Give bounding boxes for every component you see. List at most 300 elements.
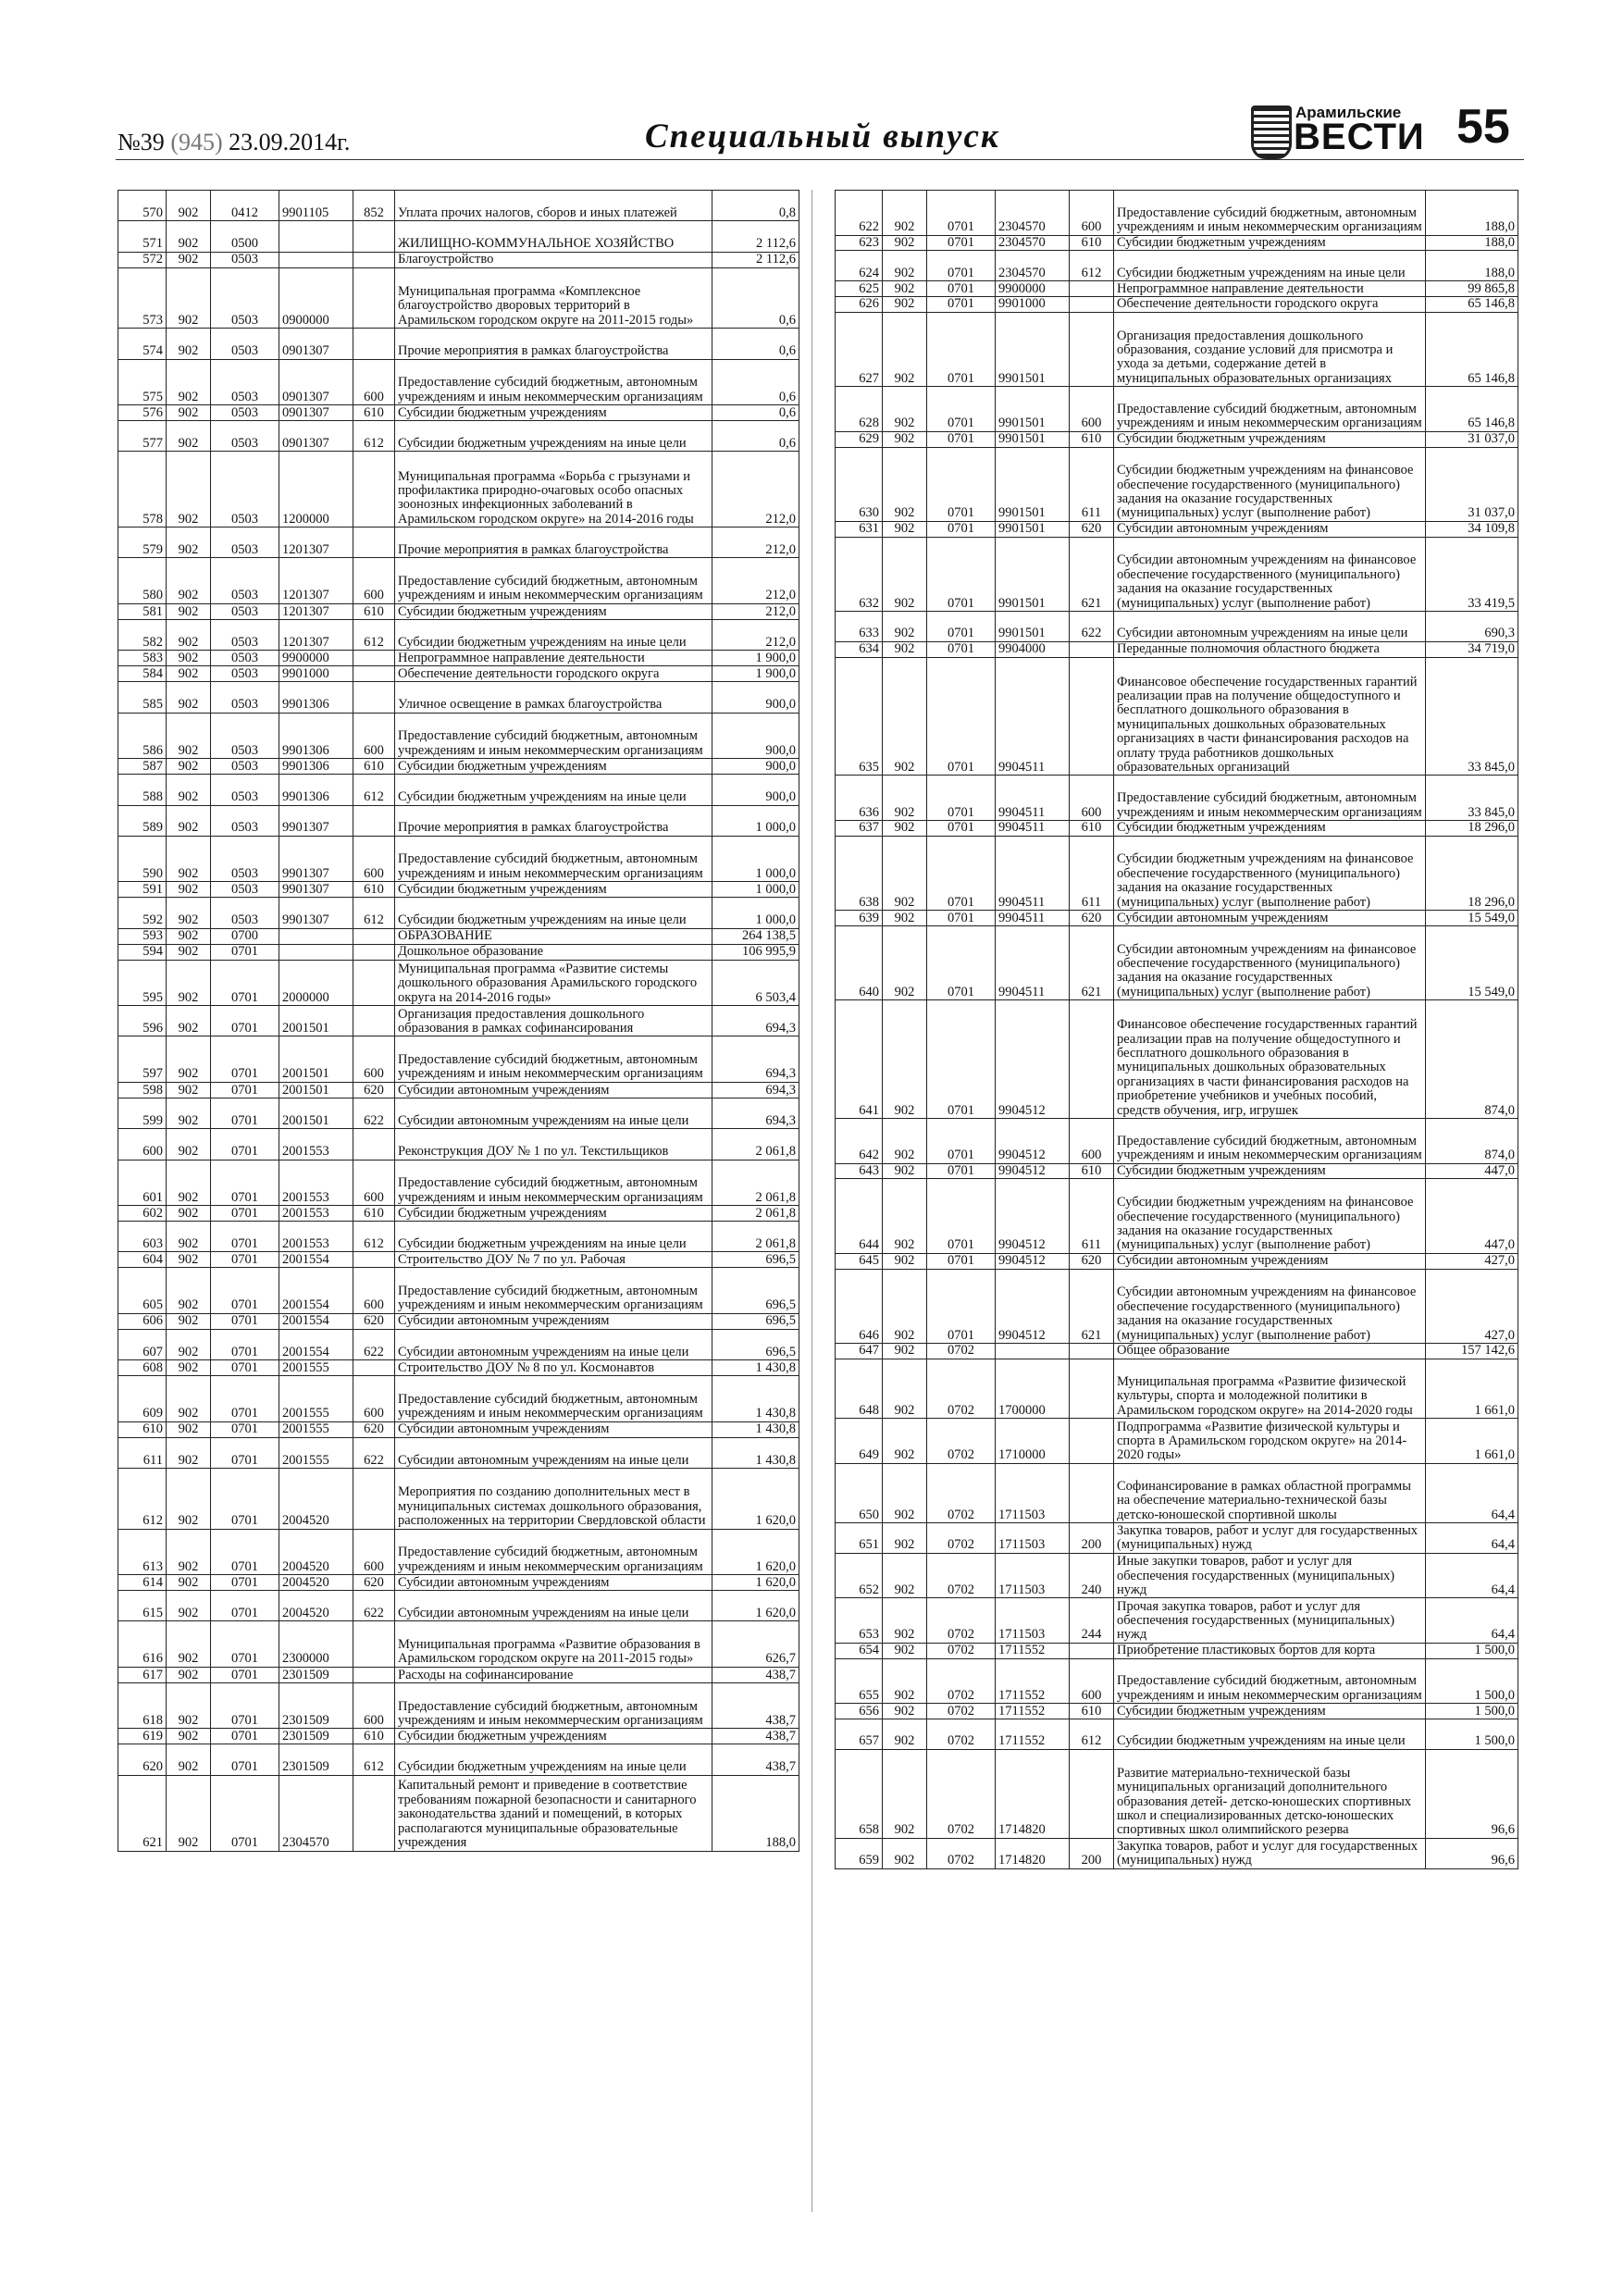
- admin-code: 902: [167, 1744, 211, 1775]
- row-number: 614: [118, 1575, 167, 1591]
- section-code: 0701: [927, 641, 996, 657]
- row-description: Субсидии автономным учреждениям на финансовое обеспечение государственного (муниципального) задания на оказание государственных (муниципальных) услуг (выполнение работ): [1114, 925, 1426, 999]
- expense-type-code: 600: [353, 1036, 395, 1082]
- amount: 34 109,8: [1426, 521, 1518, 537]
- row-number: 648: [836, 1359, 883, 1418]
- expense-type-code: [353, 1360, 395, 1376]
- target-article-code: 0900000: [279, 267, 353, 329]
- section-code: 0701: [211, 1205, 279, 1221]
- admin-code: 902: [883, 387, 927, 432]
- target-article-code: 1711552: [996, 1704, 1070, 1719]
- section-code: 0701: [927, 820, 996, 836]
- table-row: [118, 1129, 799, 1160]
- admin-code: 902: [883, 431, 927, 447]
- amount: 64,4: [1426, 1523, 1518, 1554]
- expense-type-code: 610: [353, 1729, 395, 1744]
- target-article-code: 2004520: [279, 1529, 353, 1574]
- row-description: Иные закупки товаров, работ и услуг для обеспечения государственных (муниципальных) нужд: [1114, 1553, 1426, 1598]
- row-number: 594: [118, 944, 167, 960]
- target-article-code: 1714820: [996, 1749, 1070, 1838]
- amount: 96,6: [1426, 1838, 1518, 1868]
- admin-code: 902: [167, 252, 211, 267]
- section-code: 0701: [927, 431, 996, 447]
- admin-code: 902: [883, 1658, 927, 1704]
- expense-type-code: 621: [1070, 1269, 1114, 1343]
- amount: 99 865,8: [1426, 281, 1518, 297]
- target-article-code: 9901501: [996, 447, 1070, 521]
- amount: 188,0: [1426, 191, 1518, 236]
- section-code: 0702: [927, 1719, 996, 1750]
- row-number: 622: [836, 191, 883, 236]
- table-row: [836, 1119, 1518, 1164]
- row-number: 634: [836, 641, 883, 657]
- table-row: [118, 1329, 799, 1359]
- row-number: 586: [118, 713, 167, 758]
- expense-type-code: 611: [1070, 1179, 1114, 1253]
- admin-code: 902: [167, 1222, 211, 1252]
- target-article-code: 2001501: [279, 1098, 353, 1128]
- row-number: 653: [836, 1598, 883, 1644]
- expense-type-code: [1070, 1343, 1114, 1359]
- target-article-code: 9901000: [996, 296, 1070, 312]
- target-article-code: 1200000: [279, 452, 353, 527]
- table-row: [118, 960, 799, 1005]
- admin-code: 902: [167, 267, 211, 329]
- expense-type-code: 240: [1070, 1553, 1114, 1598]
- expense-type-code: 621: [1070, 537, 1114, 611]
- table-row: [118, 1437, 799, 1468]
- row-description: Предоставление субсидий бюджетным, автономным учреждениям и иным некоммерческим организациям: [395, 1682, 712, 1728]
- table-row: [836, 1749, 1518, 1838]
- table-row: [118, 619, 799, 650]
- expense-type-code: 621: [1070, 925, 1114, 999]
- amount: 447,0: [1426, 1163, 1518, 1179]
- admin-code: 902: [167, 928, 211, 944]
- amount: 1 900,0: [712, 651, 799, 666]
- admin-code: 902: [167, 452, 211, 527]
- section-code: 0503: [211, 836, 279, 881]
- section-code: 0701: [211, 944, 279, 960]
- row-description: Субсидии бюджетным учреждениям: [1114, 820, 1426, 836]
- expense-type-code: 620: [353, 1313, 395, 1329]
- expense-type-code: 611: [1070, 447, 1114, 521]
- admin-code: 902: [883, 191, 927, 236]
- row-description: Предоставление субсидий бюджетным, автономным учреждениям и иным некоммерческим организациям: [395, 836, 712, 881]
- table-row: [118, 1621, 799, 1667]
- expense-type-code: 600: [353, 1529, 395, 1574]
- amount: 1 661,0: [1426, 1359, 1518, 1418]
- row-number: 606: [118, 1313, 167, 1329]
- section-code: 0701: [927, 235, 996, 251]
- target-article-code: 9904512: [996, 1253, 1070, 1269]
- expense-type-code: [1070, 1359, 1114, 1418]
- table-row: [836, 1343, 1518, 1359]
- section-code: 0503: [211, 805, 279, 836]
- table-row: [118, 1006, 799, 1036]
- admin-code: 902: [167, 1376, 211, 1421]
- expense-type-code: 244: [1070, 1598, 1114, 1644]
- admin-code: 902: [883, 447, 927, 521]
- row-number: 659: [836, 1838, 883, 1868]
- target-article-code: 2304570: [996, 191, 1070, 236]
- target-article-code: 9901501: [996, 612, 1070, 642]
- amount: 31 037,0: [1426, 431, 1518, 447]
- expense-type-code: 612: [353, 1744, 395, 1775]
- table-row: [118, 759, 799, 775]
- row-description: Предоставление субсидий бюджетным, автономным учреждениям и иным некоммерческим организациям: [1114, 1119, 1426, 1164]
- row-description: Непрограммное направление деятельности: [1114, 281, 1426, 297]
- amount: 694,3: [712, 1098, 799, 1128]
- section-code: 0701: [211, 1667, 279, 1682]
- table-row: [118, 898, 799, 928]
- expense-type-code: 600: [1070, 191, 1114, 236]
- target-article-code: 1711552: [996, 1719, 1070, 1750]
- amount: 31 037,0: [1426, 447, 1518, 521]
- row-number: 583: [118, 651, 167, 666]
- admin-code: 902: [883, 1598, 927, 1644]
- admin-code: 902: [167, 805, 211, 836]
- row-number: 652: [836, 1553, 883, 1598]
- amount: 1 000,0: [712, 882, 799, 898]
- section-code: 0503: [211, 651, 279, 666]
- row-number: 588: [118, 775, 167, 805]
- row-number: 644: [836, 1179, 883, 1253]
- section-code: 0702: [927, 1419, 996, 1464]
- row-number: 580: [118, 558, 167, 603]
- table-row: [118, 329, 799, 359]
- admin-code: 902: [167, 1437, 211, 1468]
- table-row: [118, 651, 799, 666]
- target-article-code: 2001553: [279, 1160, 353, 1205]
- expense-type-code: 620: [353, 1421, 395, 1437]
- table-row: [118, 1575, 799, 1591]
- expense-type-code: 600: [353, 1160, 395, 1205]
- row-number: 572: [118, 252, 167, 267]
- admin-code: 902: [167, 666, 211, 682]
- amount: 212,0: [712, 558, 799, 603]
- row-description: Субсидии автономным учреждениям: [1114, 1253, 1426, 1269]
- admin-code: 902: [167, 836, 211, 881]
- target-article-code: 9901306: [279, 759, 353, 775]
- expense-type-code: 622: [353, 1329, 395, 1359]
- row-number: 626: [836, 296, 883, 312]
- row-number: 621: [118, 1775, 167, 1851]
- expense-type-code: 610: [353, 404, 395, 420]
- amount: 696,5: [712, 1268, 799, 1313]
- expense-type-code: [353, 805, 395, 836]
- amount: 427,0: [1426, 1253, 1518, 1269]
- table-row: [118, 805, 799, 836]
- amount: 1 430,8: [712, 1437, 799, 1468]
- row-description: Субсидии бюджетным учреждениям на иные цели: [395, 1222, 712, 1252]
- table-row: [118, 1036, 799, 1082]
- target-article-code: [279, 944, 353, 960]
- amount: 2 112,6: [712, 221, 799, 252]
- table-row: [118, 527, 799, 558]
- target-article-code: 1201307: [279, 603, 353, 619]
- row-description: Уличное освещение в рамках благоустройства: [395, 682, 712, 713]
- amount: 106 995,9: [712, 944, 799, 960]
- row-description: Субсидии автономным учреждениям: [395, 1082, 712, 1098]
- section-code: 0701: [927, 537, 996, 611]
- row-description: Субсидии бюджетным учреждениям на иные цели: [395, 421, 712, 452]
- admin-code: 902: [167, 651, 211, 666]
- table-row: [118, 603, 799, 619]
- target-article-code: 9900000: [996, 281, 1070, 297]
- amount: 96,6: [1426, 1749, 1518, 1838]
- expense-type-code: 620: [1070, 911, 1114, 926]
- admin-code: 902: [167, 558, 211, 603]
- row-description: Субсидии бюджетным учреждениям на иные цели: [1114, 1719, 1426, 1750]
- amount: 2 061,8: [712, 1222, 799, 1252]
- amount: 64,4: [1426, 1598, 1518, 1644]
- row-description: Предоставление субсидий бюджетным, автономным учреждениям и иным некоммерческим организациям: [395, 359, 712, 404]
- row-description: Прочие мероприятия в рамках благоустройства: [395, 329, 712, 359]
- amount: 34 719,0: [1426, 641, 1518, 657]
- expense-type-code: 612: [353, 898, 395, 928]
- section-code: 0503: [211, 252, 279, 267]
- section-code: 0500: [211, 221, 279, 252]
- admin-code: 902: [883, 296, 927, 312]
- expense-type-code: 622: [353, 1591, 395, 1621]
- row-number: 577: [118, 421, 167, 452]
- row-description: Благоустройство: [395, 252, 712, 267]
- section-code: 0702: [927, 1553, 996, 1598]
- row-description: Субсидии автономным учреждениям на финансовое обеспечение государственного (муниципального) задания на оказание государственных (муниципальных) услуг (выполнение работ): [1114, 1269, 1426, 1343]
- section-code: 0702: [927, 1359, 996, 1418]
- target-article-code: 2301509: [279, 1682, 353, 1728]
- table-row: [118, 191, 799, 221]
- table-row: [118, 1205, 799, 1221]
- amount: 33 419,5: [1426, 537, 1518, 611]
- row-description: Субсидии автономным учреждениям: [395, 1575, 712, 1591]
- row-description: Субсидии бюджетным учреждениям на иные цели: [1114, 251, 1426, 281]
- target-article-code: 2001501: [279, 1082, 353, 1098]
- row-description: Реконструкция ДОУ № 1 по ул. Текстильщиков: [395, 1129, 712, 1160]
- amount: 696,5: [712, 1329, 799, 1359]
- target-article-code: 9904512: [996, 1163, 1070, 1179]
- target-article-code: 9901307: [279, 882, 353, 898]
- section-code: 0503: [211, 421, 279, 452]
- expense-type-code: 600: [353, 359, 395, 404]
- expense-type-code: 610: [353, 603, 395, 619]
- expense-type-code: 600: [1070, 1658, 1114, 1704]
- table-row: [836, 537, 1518, 611]
- row-description: Муниципальная программа «Борьба с грызунами и профилактика природно-очаговых особо опасных зоонозных инфекционных заболеваний в Арамильском городском округе» на 2014-2016 годы: [395, 452, 712, 527]
- target-article-code: 1201307: [279, 619, 353, 650]
- expense-type-code: [353, 651, 395, 666]
- admin-code: 902: [883, 836, 927, 910]
- target-article-code: 9904512: [996, 1000, 1070, 1119]
- amount: 1 620,0: [712, 1591, 799, 1621]
- amount: 188,0: [1426, 235, 1518, 251]
- section-code: 0701: [927, 612, 996, 642]
- amount: 15 549,0: [1426, 911, 1518, 926]
- amount: 696,5: [712, 1313, 799, 1329]
- section-code: 0702: [927, 1523, 996, 1554]
- amount: 694,3: [712, 1036, 799, 1082]
- row-description: Дошкольное образование: [395, 944, 712, 960]
- expense-type-code: [353, 928, 395, 944]
- admin-code: 902: [167, 1268, 211, 1313]
- admin-code: 902: [167, 713, 211, 758]
- budget-table-right: [835, 190, 1518, 1869]
- amount: 2 112,6: [712, 252, 799, 267]
- admin-code: 902: [167, 1205, 211, 1221]
- row-number: 595: [118, 960, 167, 1005]
- expense-type-code: 620: [1070, 1253, 1114, 1269]
- amount: 900,0: [712, 682, 799, 713]
- row-description: Развитие материально-технической базы муниципальных организаций дополнительного образования детей- детско-юношеских спортивных школ и специализированных детско-юношеских спортивных школ олимпийского резерва: [1114, 1749, 1426, 1838]
- row-number: 639: [836, 911, 883, 926]
- amount: 212,0: [712, 527, 799, 558]
- expense-type-code: [1070, 1000, 1114, 1119]
- expense-type-code: 610: [353, 882, 395, 898]
- section-code: 0701: [927, 312, 996, 386]
- row-number: 629: [836, 431, 883, 447]
- row-description: Организация предоставления дошкольного образования в рамках софинансирования: [395, 1006, 712, 1036]
- row-description: Субсидии автономным учреждениям: [1114, 521, 1426, 537]
- admin-code: 902: [883, 1343, 927, 1359]
- section-code: 0701: [211, 1437, 279, 1468]
- target-article-code: 2304570: [996, 251, 1070, 281]
- target-article-code: 1711503: [996, 1463, 1070, 1522]
- admin-code: 902: [167, 421, 211, 452]
- section-code: 0503: [211, 527, 279, 558]
- row-number: 573: [118, 267, 167, 329]
- target-article-code: 9904512: [996, 1119, 1070, 1164]
- row-description: Субсидии бюджетным учреждениям: [395, 759, 712, 775]
- table-row: [836, 191, 1518, 236]
- row-number: 607: [118, 1329, 167, 1359]
- expense-type-code: 610: [1070, 431, 1114, 447]
- row-number: 632: [836, 537, 883, 611]
- target-article-code: [279, 928, 353, 944]
- row-number: 643: [836, 1163, 883, 1179]
- section-code: 0701: [211, 1621, 279, 1667]
- table-row: [118, 558, 799, 603]
- admin-code: 902: [883, 235, 927, 251]
- amount: 0,6: [712, 421, 799, 452]
- amount: 15 549,0: [1426, 925, 1518, 999]
- row-number: 630: [836, 447, 883, 521]
- row-description: Субсидии бюджетным учреждениям на финансовое обеспечение государственного (муниципального) задания на оказание государственных (муниципальных) услуг (выполнение работ): [1114, 1179, 1426, 1253]
- amount: 874,0: [1426, 1119, 1518, 1164]
- target-article-code: 9901307: [279, 805, 353, 836]
- expense-type-code: 622: [1070, 612, 1114, 642]
- section-code: 0701: [927, 1119, 996, 1164]
- row-number: 655: [836, 1658, 883, 1704]
- row-description: Расходы на софинансирование: [395, 1667, 712, 1682]
- issue-info: [118, 129, 350, 156]
- expense-type-code: [1070, 1643, 1114, 1658]
- row-number: 576: [118, 404, 167, 420]
- table-row: [118, 1469, 799, 1530]
- admin-code: 902: [167, 1006, 211, 1036]
- table-row: [836, 1419, 1518, 1464]
- target-article-code: 9901501: [996, 312, 1070, 386]
- amount: 694,3: [712, 1006, 799, 1036]
- row-number: 582: [118, 619, 167, 650]
- table-row: [836, 836, 1518, 910]
- row-description: Прочая закупка товаров, работ и услуг для обеспечения государственных (муниципальных) нужд: [1114, 1598, 1426, 1644]
- expense-type-code: 622: [353, 1098, 395, 1128]
- admin-code: 902: [167, 944, 211, 960]
- admin-code: 902: [883, 1253, 927, 1269]
- admin-code: 902: [167, 1313, 211, 1329]
- row-number: 633: [836, 612, 883, 642]
- target-article-code: 2001554: [279, 1252, 353, 1268]
- section-code: 0412: [211, 191, 279, 221]
- target-article-code: [279, 252, 353, 267]
- section-code: 0503: [211, 882, 279, 898]
- amount: 900,0: [712, 759, 799, 775]
- table-row: [836, 312, 1518, 386]
- admin-code: 902: [167, 404, 211, 420]
- section-code: 0701: [211, 1098, 279, 1128]
- row-description: Предоставление субсидий бюджетным, автономным учреждениям и иным некоммерческим организациям: [395, 558, 712, 603]
- section-code: 0701: [211, 1421, 279, 1437]
- expense-type-code: 612: [353, 1222, 395, 1252]
- row-description: Субсидии автономным учреждениям: [1114, 911, 1426, 926]
- row-description: Непрограммное направление деятельности: [395, 651, 712, 666]
- row-number: 642: [836, 1119, 883, 1164]
- expense-type-code: [353, 1469, 395, 1530]
- target-article-code: 2001555: [279, 1360, 353, 1376]
- row-number: 575: [118, 359, 167, 404]
- target-article-code: 9904511: [996, 836, 1070, 910]
- admin-code: 902: [167, 882, 211, 898]
- row-number: 631: [836, 521, 883, 537]
- target-article-code: 2001555: [279, 1437, 353, 1468]
- admin-code: 902: [167, 359, 211, 404]
- row-description: Закупка товаров, работ и услуг для государственных (муниципальных) нужд: [1114, 1838, 1426, 1868]
- row-description: Закупка товаров, работ и услуг для государственных (муниципальных) нужд: [1114, 1523, 1426, 1554]
- section-title: Специальный выпуск: [645, 118, 1000, 155]
- section-code: 0503: [211, 759, 279, 775]
- table-row: [118, 404, 799, 420]
- expense-type-code: [353, 329, 395, 359]
- table-row: [118, 1667, 799, 1682]
- admin-code: 902: [883, 1643, 927, 1658]
- row-description: Предоставление субсидий бюджетным, автономным учреждениям и иным некоммерческим организациям: [1114, 776, 1426, 821]
- row-number: 656: [836, 1704, 883, 1719]
- target-article-code: [279, 221, 353, 252]
- row-number: 646: [836, 1269, 883, 1343]
- row-number: 649: [836, 1419, 883, 1464]
- target-article-code: 2301509: [279, 1667, 353, 1682]
- table-row: [118, 775, 799, 805]
- row-number: 623: [836, 235, 883, 251]
- amount: 1 430,8: [712, 1421, 799, 1437]
- table-row: [836, 1359, 1518, 1418]
- expense-type-code: [1070, 641, 1114, 657]
- amount: 1 500,0: [1426, 1643, 1518, 1658]
- expense-type-code: 600: [353, 558, 395, 603]
- row-description: Строительство ДОУ № 7 по ул. Рабочая: [395, 1252, 712, 1268]
- row-number: 590: [118, 836, 167, 881]
- admin-code: 902: [883, 1163, 927, 1179]
- admin-code: 902: [883, 1463, 927, 1522]
- table-row: [118, 1252, 799, 1268]
- table-row: [118, 882, 799, 898]
- row-number: 605: [118, 1268, 167, 1313]
- target-article-code: 2001553: [279, 1129, 353, 1160]
- table-row: [118, 252, 799, 267]
- table-row: [118, 1744, 799, 1775]
- table-row: [836, 1719, 1518, 1750]
- row-number: 657: [836, 1719, 883, 1750]
